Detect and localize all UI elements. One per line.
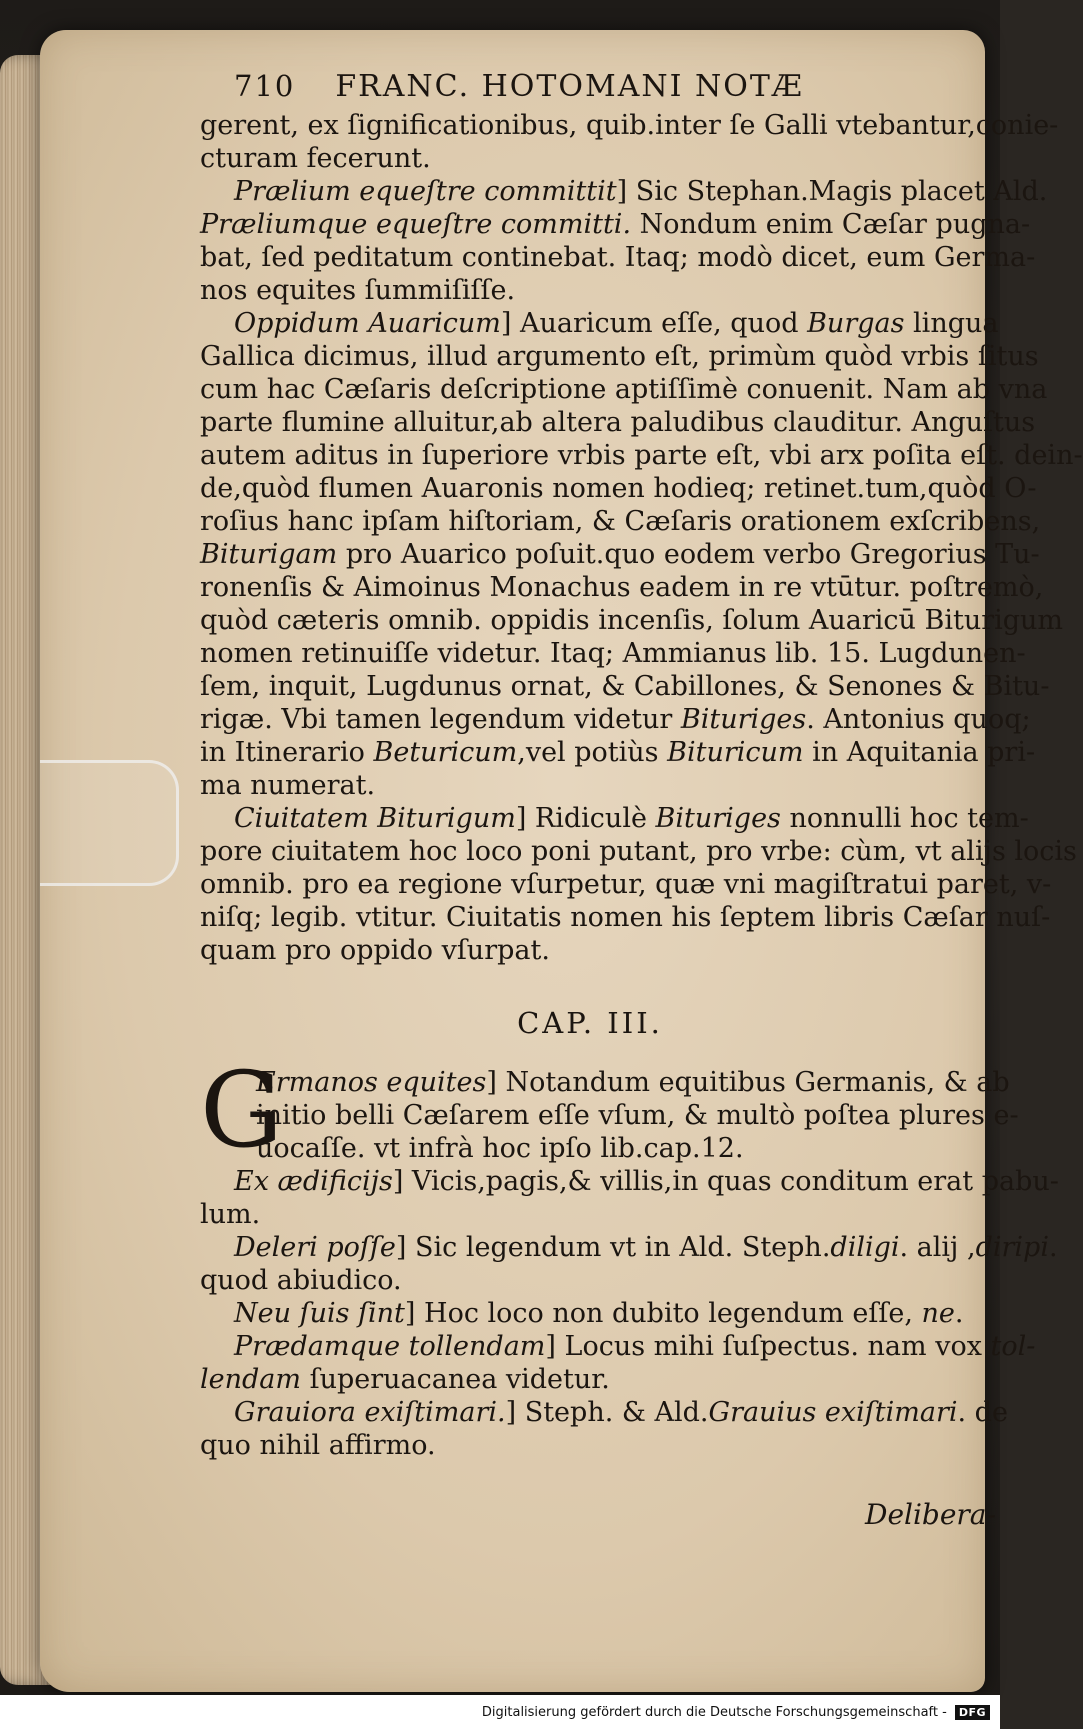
- text-segment: ] Hoc loco non dubito legendum eſſe,: [404, 1298, 922, 1329]
- italic-segment: Ex ædificijs: [234, 1166, 393, 1197]
- text-line: [200, 934, 980, 967]
- digitization-footer: [0, 1695, 1000, 1729]
- italic-segment: Præliumque equeſtre committi.: [200, 209, 632, 240]
- text-segment: . Antonius quoq;: [806, 704, 1031, 735]
- text-line: [200, 241, 1036, 274]
- text-line: [200, 1231, 1058, 1264]
- italic-segment: Prædamque tollendam: [234, 1331, 546, 1362]
- text-segment: .: [954, 1298, 964, 1329]
- text-line: [200, 1363, 980, 1396]
- text-segment: ſem, inquit, Lugdunus ornat, & Cabillones, & Senones & Bitu-: [200, 671, 1050, 702]
- chapter-heading: CAP. III.: [517, 1006, 663, 1040]
- italic-segment: Deleri poſſe: [234, 1232, 396, 1263]
- text-segment: omnib. pro ea regione vſurpetur, quæ vni magiſtratui paret, v-: [200, 869, 1052, 900]
- text-segment: bat, ſed peditatum continebat. Itaq; modò dicet, eum Germa-: [200, 242, 1036, 273]
- text-segment: nonnulli hoc tem-: [780, 803, 1029, 834]
- text-segment: ] Sic legendum vt in Ald. Steph.: [395, 1232, 831, 1263]
- italic-segment: Beturicum: [373, 737, 518, 768]
- page-text: [200, 69, 1083, 1462]
- text-line: [200, 1429, 980, 1462]
- text-line: [200, 472, 1037, 505]
- text-line: [200, 1330, 1036, 1363]
- text-segment: ma numerat.: [200, 770, 376, 801]
- text-segment: .: [1048, 1232, 1058, 1263]
- running-title: FRANC. HOTOMANI NOTÆ: [335, 69, 804, 104]
- italic-segment: Bituriges: [680, 704, 807, 735]
- italic-segment: Grauius exiſtimari: [708, 1397, 958, 1428]
- text-line: [200, 769, 980, 802]
- italic-segment: Neu ſuis ſint: [234, 1298, 405, 1329]
- text-line: [200, 1165, 1059, 1198]
- text-segment: lum.: [200, 1199, 261, 1230]
- footer-text: Digitalisierung gefördert durch die Deutsche Forschungsgemeinschaft -: [481, 1704, 947, 1720]
- text-line: [200, 340, 1039, 373]
- italic-segment: diligi: [830, 1232, 900, 1263]
- text-segment: pro Auarico poſuit.quo eodem verbo Gregorius Tu-: [337, 539, 1040, 570]
- chapter-opening-lines: [256, 1066, 1019, 1165]
- italic-segment: Bituriges: [655, 803, 781, 834]
- text-segment: ,vel potiùs: [517, 737, 668, 768]
- text-line: [200, 208, 1031, 241]
- italic-segment: Ciuitatem Biturigum: [234, 803, 516, 834]
- commentary-block-2: [200, 1165, 1059, 1462]
- dfg-logo-badge: DFG: [955, 1705, 990, 1720]
- italic-segment: Ermanos equites: [256, 1067, 487, 1098]
- page-number: 710: [234, 69, 296, 103]
- text-line: [200, 571, 1044, 604]
- text-segment: cturam fecerunt.: [200, 143, 431, 174]
- text-segment: in Aquitania pri-: [803, 737, 1036, 768]
- text-segment: ronenſis & Aimoinus Monachus eadem in re vtūtur. poſtremò,: [200, 572, 1044, 603]
- italic-segment: Prælium equeſtre committit: [234, 176, 617, 207]
- chapter-opening: [200, 1049, 1019, 1171]
- text-line: [200, 835, 1077, 868]
- text-segment: cum hac Cæſaris deſcriptione aptiſſimè conuenit. Nam ab vna: [200, 374, 1048, 405]
- text-segment: ] Sic Stephan.Magis placet Ald.: [616, 176, 1048, 207]
- text-segment: nomen retinuiſſe videtur. Itaq; Ammianus lib. 15. Lugdunen-: [200, 638, 1026, 669]
- italic-segment: diripi: [975, 1232, 1049, 1263]
- text-line: [200, 868, 1052, 901]
- text-line: [200, 439, 1083, 472]
- text-line: [200, 175, 1048, 208]
- text-segment: nos equites ſummiſiſſe.: [200, 275, 516, 306]
- italic-segment: Bituricum: [667, 737, 804, 768]
- text-segment: quod abiudico.: [200, 1265, 402, 1296]
- text-segment: quòd cæteris omnib. oppidis incenſis, ſolum Auaricū Biturigum: [200, 605, 1064, 636]
- running-header: [234, 70, 980, 103]
- text-segment: Nondum enim Cæſar pugna-: [631, 209, 1031, 240]
- text-line: [200, 109, 1059, 142]
- italic-segment: lendam: [200, 1364, 301, 1395]
- text-segment: quam pro oppido vſurpat.: [200, 935, 550, 966]
- text-segment: ] Auaricum eſſe, quod: [500, 308, 808, 339]
- italic-segment: Oppidum Auaricum: [234, 308, 501, 339]
- text-line: [200, 307, 999, 340]
- text-segment: ſuperuacanea videtur.: [301, 1364, 610, 1395]
- text-segment: uocaſſe. vt infrà hoc ipſo lib.cap.12.: [256, 1133, 744, 1164]
- italic-segment: Burgas: [807, 308, 905, 339]
- text-line: [200, 505, 1041, 538]
- text-segment: ] Steph. & Ald.: [505, 1397, 709, 1428]
- text-line: [200, 373, 1048, 406]
- text-segment: rigæ. Vbi tamen legendum videtur: [200, 704, 681, 735]
- page-clip: [40, 760, 179, 886]
- drop-cap: G: [200, 1049, 284, 1171]
- text-line: [200, 604, 1064, 637]
- text-line: [256, 1066, 1010, 1099]
- italic-segment: Grauiora exiſtimari.: [234, 1397, 506, 1428]
- text-segment: . alij ,: [899, 1232, 976, 1263]
- text-segment: initio belli Cæſarem eſſe vſum, & multò poſtea plures e-: [256, 1100, 1019, 1131]
- text-line: [200, 406, 1036, 439]
- catchword: Delibera-: [865, 1498, 996, 1531]
- text-segment: gerent, ex ſignificationibus, quib.inter ſe Galli vtebantur,conie-: [200, 110, 1059, 141]
- text-line: [200, 736, 1036, 769]
- text-segment: Gallica dicimus, illud argumento eſt, primùm quòd vrbis ſitus: [200, 341, 1039, 372]
- text-line: [200, 1297, 980, 1330]
- text-segment: ] Notandum equitibus Germanis, & ab: [486, 1067, 1010, 1098]
- text-segment: niſq; legib. vtitur. Ciuitatis nomen his ſeptem libris Cæſar nuſ-: [200, 902, 1051, 933]
- text-segment: lingua: [904, 308, 999, 339]
- italic-segment: tol-: [990, 1331, 1036, 1362]
- text-line: [200, 538, 1040, 571]
- text-line: [200, 274, 980, 307]
- text-line: [200, 901, 1051, 934]
- text-segment: ] Ridiculè: [515, 803, 656, 834]
- text-line: [200, 1198, 980, 1231]
- text-line: [200, 1264, 980, 1297]
- text-segment: autem aditus in ſuperiore vrbis parte eſt, vbi arx poſita eſt. dein-: [200, 440, 1083, 471]
- text-segment: pore ciuitatem hoc loco poni putant, pro vrbe: cùm, vt alijs locis: [200, 836, 1077, 867]
- text-segment: quo nihil affirmo.: [200, 1430, 436, 1461]
- text-line: [200, 670, 1050, 703]
- text-segment: roſius hanc ipſam hiſtoriam, & Cæſaris orationem exſcribens,: [200, 506, 1041, 537]
- italic-segment: Biturigam: [200, 539, 338, 570]
- text-line: [256, 1099, 1019, 1132]
- text-line: [200, 802, 1029, 835]
- italic-segment: ne: [921, 1298, 955, 1329]
- text-line: [200, 637, 1026, 670]
- commentary-block-1: [200, 109, 1083, 967]
- text-segment: parte flumine alluitur,ab altera paludibus clauditur. Anguſtus: [200, 407, 1036, 438]
- text-segment: . de: [957, 1397, 1008, 1428]
- text-segment: in Itinerario: [200, 737, 374, 768]
- text-line: [200, 703, 1031, 736]
- text-segment: ] Locus mihi ſuſpectus. nam vox: [545, 1331, 991, 1362]
- text-line: [200, 1396, 1008, 1429]
- text-segment: ] Vicis,pagis,& villis,in quas conditum erat pabu-: [392, 1166, 1059, 1197]
- text-line: [200, 142, 980, 175]
- text-line: [256, 1132, 980, 1165]
- text-segment: de,quòd flumen Auaronis nomen hodieq; retinet.tum,quòd O-: [200, 473, 1037, 504]
